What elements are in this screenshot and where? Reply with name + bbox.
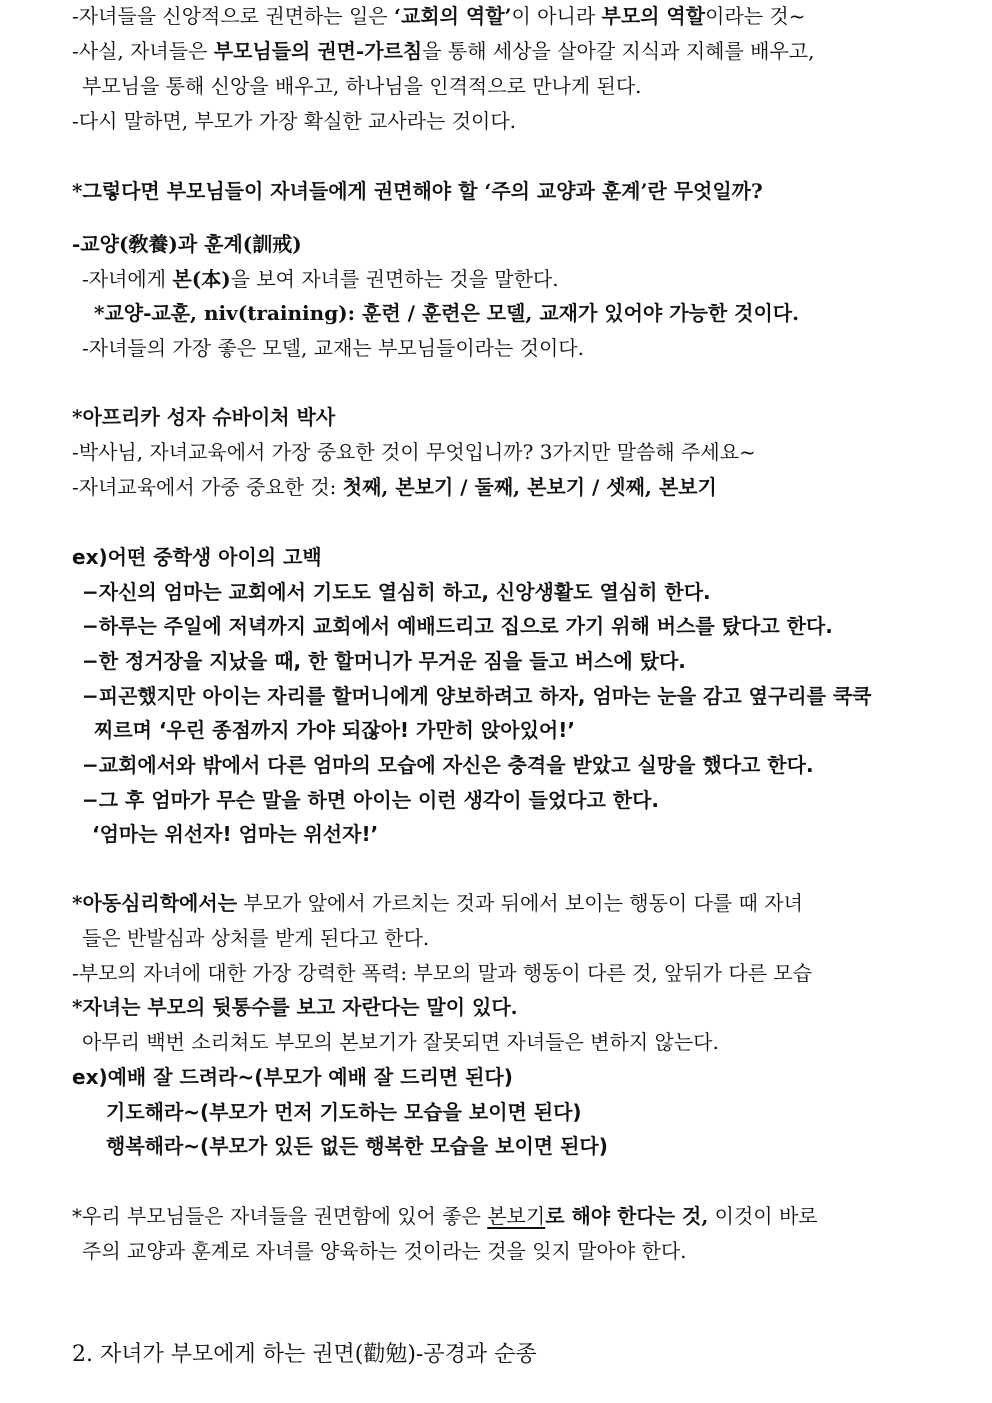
- text-line: -박사님, 자녀교육에서 가장 중요한 것이 무엇입니까? 3가지만 말씀해 주세요~: [72, 440, 756, 464]
- text-line: 아무리 백번 소리쳐도 부모의 본보기가 잘못되면 자녀들은 변하지 않는다.: [82, 1030, 719, 1054]
- text-line: 들은 반발심과 상처를 받게 된다고 한다.: [82, 926, 430, 950]
- text-line: -자녀들을 신앙적으로 권면하는 일은 ‘교회의 역할’이 아니라 부모의 역할이라는 것~: [72, 4, 806, 28]
- text-line: −한 정거장을 지났을 때, 한 할머니가 무거운 짐을 들고 버스에 탔다.: [82, 649, 686, 673]
- text-line: -부모의 자녀에 대한 가장 강력한 폭력: 부모의 말과 행동이 다른 것, 앞뒤가 다른 모습: [72, 961, 813, 985]
- text-line: -자녀에게 본(本)을 보여 자녀를 권면하는 것을 말한다.: [82, 267, 559, 291]
- text-line: −그 후 엄마가 무슨 말을 하면 아이는 이런 생각이 들었다고 한다.: [82, 788, 659, 812]
- text-line: -사실, 자녀들은 부모님들의 권면-가르침을 통해 세상을 살아갈 지식과 지혜를 배우고,: [72, 39, 815, 63]
- text-line: 기도해라~(부모가 먼저 기도하는 모습을 보이면 된다): [106, 1100, 582, 1124]
- text-line: −하루는 주일에 저녁까지 교회에서 예배드리고 집으로 가기 위해 버스를 탔다고 한다.: [82, 614, 833, 638]
- section-title: 2. 자녀가 부모에게 하는 권면(勸勉)-공경과 순종: [72, 1342, 537, 1367]
- text-line: *자녀는 부모의 뒷통수를 보고 자란다는 말이 있다.: [72, 995, 518, 1019]
- text-line: 행복해라~(부모가 있든 없든 행복한 모습을 보이면 된다): [106, 1134, 608, 1158]
- text-line: *아동심리학에서는 부모가 앞에서 가르치는 것과 뒤에서 보이는 행동이 다를 때 자녀: [72, 891, 803, 915]
- text-line: *교양-교훈, niv(training): 훈련 / 훈련은 모델, 교재가 있어야 가능한 것이다.: [94, 301, 800, 325]
- text-line: ex)예배 잘 드려라~(부모가 예배 잘 드리면 된다): [72, 1065, 513, 1089]
- text-line: −피곤했지만 아이는 자리를 할머니에게 양보하려고 하자, 엄마는 눈을 감고 옆구리를 쿡쿡: [82, 684, 872, 708]
- text-line: −교회에서와 밖에서 다른 엄마의 모습에 자신은 충격을 받았고 실망을 했다고 한다.: [82, 753, 814, 777]
- text-line: 주의 교양과 훈계로 자녀를 양육하는 것이라는 것을 잊지 말아야 한다.: [82, 1239, 687, 1263]
- text-line: −자신의 엄마는 교회에서 기도도 열심히 하고, 신앙생활도 열심히 한다.: [82, 580, 711, 604]
- text-line: -자녀들의 가장 좋은 모델, 교재는 부모님들이라는 것이다.: [82, 336, 584, 360]
- section-heading: *그렇다면 부모님들이 자녀들에게 권면해야 할 ‘주의 교양과 훈계’란 무엇일까?: [72, 179, 763, 203]
- text-line: -다시 말하면, 부모가 가장 확실한 교사라는 것이다.: [72, 109, 517, 133]
- text-line: -교양(敎養)과 훈계(訓戒): [72, 232, 302, 256]
- text-line: *우리 부모님들은 자녀들을 권면함에 있어 좋은 본보기로 해야 한다는 것, 이것이 바로: [72, 1204, 818, 1228]
- section-heading: *아프리카 성자 슈바이처 박사: [72, 405, 336, 429]
- section-heading: ex)어떤 중학생 아이의 고백: [72, 545, 322, 569]
- text-line: 찌르며 ‘우린 종점까지 가야 되잖아! 가만히 앉아있어!’: [94, 718, 575, 742]
- text-line: ‘엄마는 위선자! 엄마는 위선자!’: [92, 822, 379, 846]
- text-line: -자녀교육에서 가중 중요한 것: 첫째, 본보기 / 둘째, 본보기 / 셋째, 본보기: [72, 475, 717, 499]
- text-line: 부모님을 통해 신앙을 배우고, 하나님을 인격적으로 만나게 된다.: [82, 74, 642, 98]
